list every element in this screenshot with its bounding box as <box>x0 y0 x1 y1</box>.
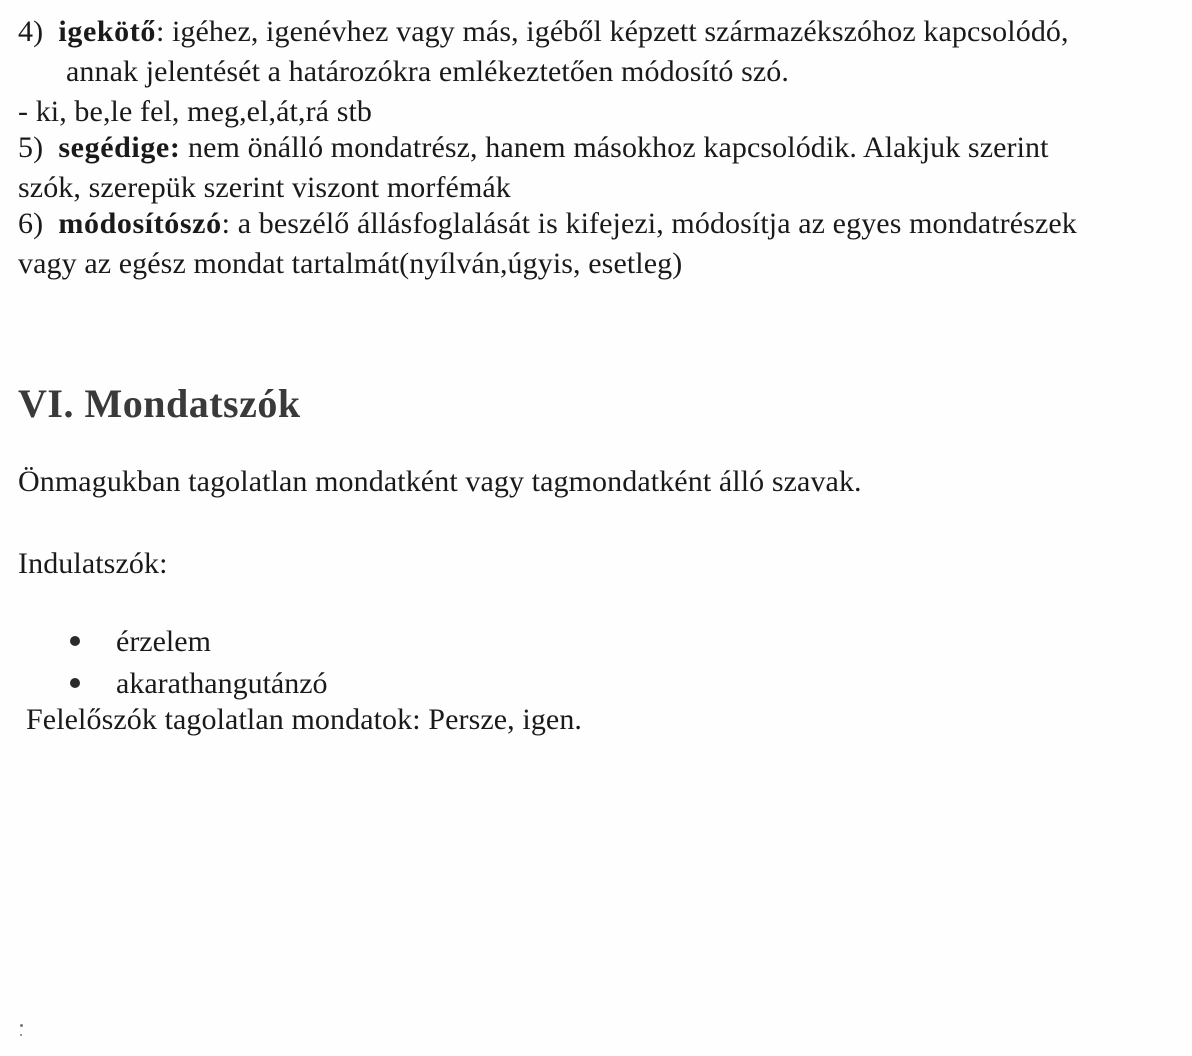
item-6-term: módosítószó <box>58 207 222 240</box>
scan-speck <box>20 1034 22 1036</box>
closing-line: Felelőszók tagolatlan mondatok: Persze, igen. <box>26 703 583 736</box>
item-4-continuation: annak jelentését a határozókra emlékeztetően módosító szó. <box>66 55 790 88</box>
list-item <box>70 666 328 702</box>
item-4-line <box>18 14 1069 50</box>
item-5-line <box>18 130 1049 166</box>
item-4-number: 4) <box>18 15 44 48</box>
item-4-term: igekötő <box>58 15 156 48</box>
item-5-number: 5) <box>18 131 44 164</box>
item-6-text: : a beszélő állásfoglalását is kifejezi, módosítja az egyes mondatrészek <box>221 207 1077 240</box>
item-5-text: nem önálló mondatrész, hanem másokhoz kapcsolódik. Alakjuk szerint <box>180 131 1049 164</box>
scan-speck <box>20 1024 23 1027</box>
section-subheading: Indulatszók: <box>18 547 168 580</box>
section-intro: Önmagukban tagolatlan mondatként vagy tagmondatként álló szavak. <box>18 465 862 498</box>
item-5-term: segédige: <box>58 131 181 164</box>
list-item-label: érzelem <box>116 625 211 658</box>
examples-line: - ki, be,le fel, meg,el,át,rá stb <box>18 95 372 128</box>
item-6-line <box>18 206 1077 242</box>
item-6-number: 6) <box>18 207 44 240</box>
item-5-continuation: szók, szerepük szerint viszont morfémák <box>18 171 511 204</box>
section-heading: VI. Mondatszók <box>18 381 301 426</box>
list-item <box>70 624 211 660</box>
bullet-dot-icon <box>70 636 80 646</box>
item-6-continuation: vagy az egész mondat tartalmát(nyílván,úgyis, esetleg) <box>18 247 683 280</box>
list-item-label: akarathangutánzó <box>116 667 328 700</box>
bullet-dot-icon <box>70 678 80 688</box>
item-4-text: : igéhez, igenévhez vagy más, igéből képzett származékszóhoz kapcsolódó, <box>155 15 1069 48</box>
